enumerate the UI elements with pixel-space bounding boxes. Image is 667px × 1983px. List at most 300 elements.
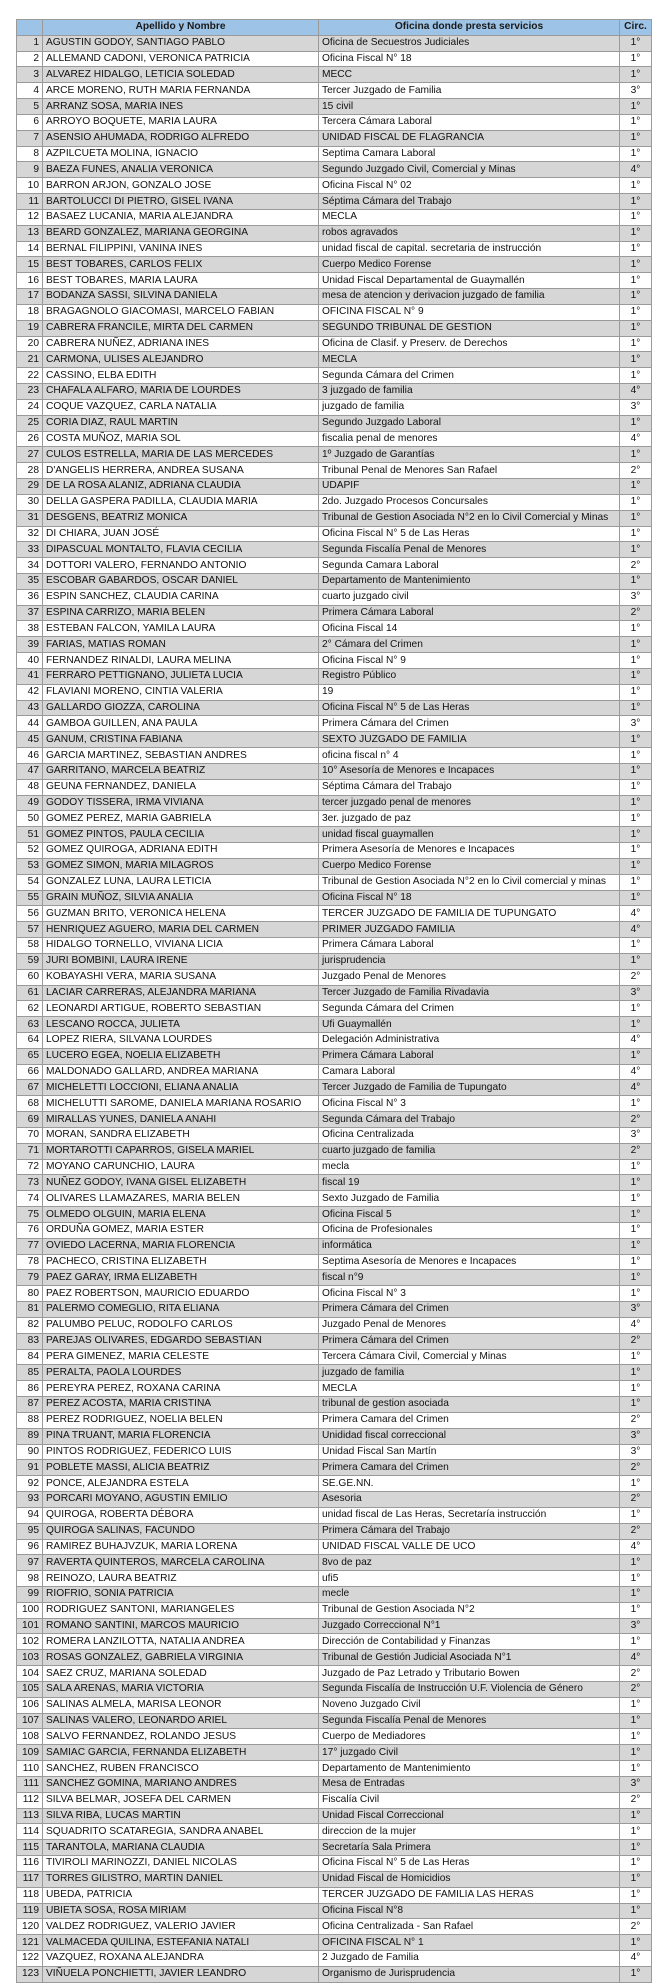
table-row bbox=[17, 510, 652, 526]
row-office: Primera Camara del Crimen bbox=[319, 1412, 620, 1428]
row-name: OVIEDO LACERNA, MARIA FLORENCIA bbox=[43, 1238, 319, 1254]
row-office: 2° Cámara del Crimen bbox=[319, 637, 620, 653]
table-row bbox=[17, 811, 652, 827]
row-office: informática bbox=[319, 1238, 620, 1254]
row-circ: 1° bbox=[620, 1697, 652, 1713]
row-name: GOMEZ PEREZ, MARIA GABRIELA bbox=[43, 811, 319, 827]
table-row bbox=[17, 589, 652, 605]
table-row bbox=[17, 1761, 652, 1777]
row-name: MICHELETTI LOCCIONI, ELIANA ANALIA bbox=[43, 1080, 319, 1096]
table-row bbox=[17, 1919, 652, 1935]
row-number: 22 bbox=[17, 368, 43, 384]
row-office: OFICINA FISCAL N° 9 bbox=[319, 304, 620, 320]
row-circ: 4° bbox=[620, 1317, 652, 1333]
row-name: RAVERTA QUINTEROS, MARCELA CAROLINA bbox=[43, 1555, 319, 1571]
table-row bbox=[17, 748, 652, 764]
row-circ: 4° bbox=[620, 384, 652, 400]
row-name: AGUSTIN GODOY, SANTIAGO PABLO bbox=[43, 35, 319, 51]
row-name: QUIROGA SALINAS, FACUNDO bbox=[43, 1523, 319, 1539]
row-name: POBLETE MASSI, ALICIA BEATRIZ bbox=[43, 1460, 319, 1476]
row-name: BEARD GONZALEZ, MARIANA GEORGINA bbox=[43, 225, 319, 241]
row-name: UBIETA SOSA, ROSA MIRIAM bbox=[43, 1903, 319, 1919]
row-office: Séptima Cámara del Trabajo bbox=[319, 194, 620, 210]
row-number: 70 bbox=[17, 1127, 43, 1143]
row-circ: 3° bbox=[620, 83, 652, 99]
row-office: tercer juzgado penal de menores bbox=[319, 795, 620, 811]
row-number: 38 bbox=[17, 621, 43, 637]
table-row bbox=[17, 985, 652, 1001]
row-name: DELLA GASPERA PADILLA, CLAUDIA MARIA bbox=[43, 494, 319, 510]
row-number: 122 bbox=[17, 1951, 43, 1967]
staff-table bbox=[16, 19, 652, 1983]
row-number: 9 bbox=[17, 162, 43, 178]
row-office: Unidad Fiscal de Homicidios bbox=[319, 1871, 620, 1887]
row-name: FARIAS, MATIAS ROMAN bbox=[43, 637, 319, 653]
table-row bbox=[17, 684, 652, 700]
row-name: HIDALGO TORNELLO, VIVIANA LICIA bbox=[43, 938, 319, 954]
row-number: 46 bbox=[17, 748, 43, 764]
row-circ: 3° bbox=[620, 985, 652, 1001]
row-number: 29 bbox=[17, 479, 43, 495]
row-office: Primera Cámara del Crimen bbox=[319, 1333, 620, 1349]
header-circ: Circ. bbox=[620, 20, 652, 36]
row-office: Oficina de Profesionales bbox=[319, 1222, 620, 1238]
table-row bbox=[17, 1840, 652, 1856]
table-row bbox=[17, 1887, 652, 1903]
table-row bbox=[17, 1856, 652, 1872]
row-name: GRAIN MUÑOZ, SILVIA ANALIA bbox=[43, 890, 319, 906]
row-office: 1º Juzgado de Garantías bbox=[319, 447, 620, 463]
row-circ: 1° bbox=[620, 130, 652, 146]
row-name: PONCE, ALEJANDRA ESTELA bbox=[43, 1476, 319, 1492]
row-name: CASSINO, ELBA EDITH bbox=[43, 368, 319, 384]
row-office: Unidad Fiscal Departamental de Guaymallén bbox=[319, 273, 620, 289]
row-name: GOMEZ SIMON, MARIA MILAGROS bbox=[43, 858, 319, 874]
row-number: 51 bbox=[17, 827, 43, 843]
row-number: 58 bbox=[17, 938, 43, 954]
row-number: 33 bbox=[17, 542, 43, 558]
table-row bbox=[17, 653, 652, 669]
row-office: Primera Cámara Laboral bbox=[319, 938, 620, 954]
staff-table-sheet bbox=[16, 19, 651, 1983]
row-name: GARCIA MARTINEZ, SEBASTIAN ANDRES bbox=[43, 748, 319, 764]
row-name: JURI BOMBINI, LAURA IRENE bbox=[43, 953, 319, 969]
row-office: Segundo Juzgado Civil, Comercial y Minas bbox=[319, 162, 620, 178]
row-circ: 1° bbox=[620, 526, 652, 542]
row-number: 80 bbox=[17, 1286, 43, 1302]
row-office: TERCER JUZGADO DE FAMILIA DE TUPUNGATO bbox=[319, 906, 620, 922]
row-circ: 1° bbox=[620, 1887, 652, 1903]
row-name: TIVIROLI MARINOZZI, DANIEL NICOLAS bbox=[43, 1856, 319, 1872]
table-row bbox=[17, 1428, 652, 1444]
row-circ: 2° bbox=[620, 1681, 652, 1697]
table-row bbox=[17, 732, 652, 748]
row-circ: 3° bbox=[620, 1776, 652, 1792]
row-office: Oficina Centralizada - San Rafael bbox=[319, 1919, 620, 1935]
row-number: 101 bbox=[17, 1618, 43, 1634]
row-office: juzgado de familia bbox=[319, 1365, 620, 1381]
row-number: 69 bbox=[17, 1112, 43, 1128]
row-office: Oficina de Secuestros Judiciales bbox=[319, 35, 620, 51]
row-name: CULOS ESTRELLA, MARIA DE LAS MERCEDES bbox=[43, 447, 319, 463]
table-row bbox=[17, 1333, 652, 1349]
row-office: Septima Asesoría de Menores e Incapaces bbox=[319, 1254, 620, 1270]
row-name: ESPIN SANCHEZ, CLAUDIA CARINA bbox=[43, 589, 319, 605]
row-office: Tribunal de Gestion Asociada N°2 en lo Civil Comercial y Minas bbox=[319, 510, 620, 526]
table-row bbox=[17, 1666, 652, 1682]
row-name: DIPASCUAL MONTALTO, FLAVIA CECILIA bbox=[43, 542, 319, 558]
row-office: MECLA bbox=[319, 209, 620, 225]
table-row bbox=[17, 1254, 652, 1270]
row-number: 47 bbox=[17, 763, 43, 779]
row-number: 2 bbox=[17, 51, 43, 67]
row-number: 62 bbox=[17, 1001, 43, 1017]
row-office: SEGUNDO TRIBUNAL DE GESTION bbox=[319, 320, 620, 336]
row-number: 3 bbox=[17, 67, 43, 83]
row-name: PERA GIMENEZ, MARIA CELESTE bbox=[43, 1349, 319, 1365]
row-name: SAMIAC GARCIA, FERNANDA ELIZABETH bbox=[43, 1745, 319, 1761]
row-circ: 1° bbox=[620, 953, 652, 969]
table-row bbox=[17, 1238, 652, 1254]
table-row bbox=[17, 858, 652, 874]
row-office: Asesoria bbox=[319, 1492, 620, 1508]
row-circ: 1° bbox=[620, 352, 652, 368]
row-office: 2 Juzgado de Familia bbox=[319, 1951, 620, 1967]
row-number: 42 bbox=[17, 684, 43, 700]
row-number: 72 bbox=[17, 1159, 43, 1175]
table-row bbox=[17, 763, 652, 779]
row-number: 94 bbox=[17, 1507, 43, 1523]
row-number: 79 bbox=[17, 1270, 43, 1286]
table-row bbox=[17, 1001, 652, 1017]
row-number: 86 bbox=[17, 1381, 43, 1397]
row-circ: 1° bbox=[620, 146, 652, 162]
row-number: 120 bbox=[17, 1919, 43, 1935]
row-circ: 1° bbox=[620, 304, 652, 320]
table-row bbox=[17, 463, 652, 479]
row-office: 15 civil bbox=[319, 99, 620, 115]
header-office: Oficina donde presta servicios bbox=[319, 20, 620, 36]
row-name: PEREYRA PEREZ, ROXANA CARINA bbox=[43, 1381, 319, 1397]
row-circ: 1° bbox=[620, 1238, 652, 1254]
row-number: 89 bbox=[17, 1428, 43, 1444]
row-office: fiscal 19 bbox=[319, 1175, 620, 1191]
table-row bbox=[17, 1397, 652, 1413]
row-circ: 2° bbox=[620, 1143, 652, 1159]
row-name: ROMERA LANZILOTTA, NATALIA ANDREA bbox=[43, 1634, 319, 1650]
row-circ: 1° bbox=[620, 510, 652, 526]
row-office: Segunda Cámara del Trabajo bbox=[319, 1112, 620, 1128]
row-office: PRIMER JUZGADO FAMILIA bbox=[319, 922, 620, 938]
row-circ: 1° bbox=[620, 51, 652, 67]
row-number: 18 bbox=[17, 304, 43, 320]
row-circ: 1° bbox=[620, 668, 652, 684]
row-number: 112 bbox=[17, 1792, 43, 1808]
row-name: BRAGAGNOLO GIACOMASI, MARCELO FABIAN bbox=[43, 304, 319, 320]
row-office: 8vo de paz bbox=[319, 1555, 620, 1571]
row-circ: 1° bbox=[620, 1713, 652, 1729]
row-circ: 1° bbox=[620, 1935, 652, 1951]
row-circ: 1° bbox=[620, 827, 652, 843]
table-row bbox=[17, 1871, 652, 1887]
row-office: Primera Cámara Laboral bbox=[319, 605, 620, 621]
row-circ: 3° bbox=[620, 589, 652, 605]
row-name: MORAN, SANDRA ELIZABETH bbox=[43, 1127, 319, 1143]
table-row bbox=[17, 1127, 652, 1143]
header-number bbox=[17, 20, 43, 36]
row-number: 34 bbox=[17, 558, 43, 574]
row-number: 68 bbox=[17, 1096, 43, 1112]
table-row bbox=[17, 368, 652, 384]
row-circ: 1° bbox=[620, 1191, 652, 1207]
table-row bbox=[17, 209, 652, 225]
row-office: Tercera Cámara Laboral bbox=[319, 114, 620, 130]
row-name: BARTOLUCCI DI PIETRO, GISEL IVANA bbox=[43, 194, 319, 210]
row-office: Primera Cámara del Crimen bbox=[319, 1302, 620, 1318]
row-number: 115 bbox=[17, 1840, 43, 1856]
row-number: 77 bbox=[17, 1238, 43, 1254]
row-office: Delegación Administrativa bbox=[319, 1033, 620, 1049]
row-circ: 1° bbox=[620, 1966, 652, 1982]
row-circ: 2° bbox=[620, 558, 652, 574]
row-name: DOTTORI VALERO, FERNANDO ANTONIO bbox=[43, 558, 319, 574]
row-circ: 1° bbox=[620, 1808, 652, 1824]
row-office: Juzgado Correccional N°1 bbox=[319, 1618, 620, 1634]
row-name: GAMBOA GUILLEN, ANA PAULA bbox=[43, 716, 319, 732]
row-number: 31 bbox=[17, 510, 43, 526]
row-name: SALINAS ALMELA, MARISA LEONOR bbox=[43, 1697, 319, 1713]
table-row bbox=[17, 447, 652, 463]
table-row bbox=[17, 1175, 652, 1191]
row-circ: 1° bbox=[620, 1840, 652, 1856]
row-number: 93 bbox=[17, 1492, 43, 1508]
row-circ: 2° bbox=[620, 1523, 652, 1539]
table-row bbox=[17, 1824, 652, 1840]
table-row bbox=[17, 1650, 652, 1666]
row-name: LOPEZ RIERA, SILVANA LOURDES bbox=[43, 1033, 319, 1049]
row-office: Oficina Fiscal N°8 bbox=[319, 1903, 620, 1919]
table-row bbox=[17, 384, 652, 400]
row-name: AZPILCUETA MOLINA, IGNACIO bbox=[43, 146, 319, 162]
row-circ: 1° bbox=[620, 1476, 652, 1492]
table-row bbox=[17, 225, 652, 241]
row-number: 102 bbox=[17, 1634, 43, 1650]
row-name: GOMEZ PINTOS, PAULA CECILIA bbox=[43, 827, 319, 843]
table-row bbox=[17, 1792, 652, 1808]
row-office: Segunda Camara Laboral bbox=[319, 558, 620, 574]
table-row bbox=[17, 1302, 652, 1318]
row-number: 48 bbox=[17, 779, 43, 795]
table-row bbox=[17, 1207, 652, 1223]
row-circ: 1° bbox=[620, 938, 652, 954]
table-row bbox=[17, 431, 652, 447]
row-circ: 2° bbox=[620, 1666, 652, 1682]
row-circ: 1° bbox=[620, 858, 652, 874]
row-number: 36 bbox=[17, 589, 43, 605]
row-office: tribunal de gestion asociada bbox=[319, 1397, 620, 1413]
row-office: Séptima Cámara del Trabajo bbox=[319, 779, 620, 795]
row-office: Tercer Juzgado de Familia bbox=[319, 83, 620, 99]
row-number: 84 bbox=[17, 1349, 43, 1365]
row-office: Tribunal de Gestion Asociada N°2 en lo Civil comercial y minas bbox=[319, 874, 620, 890]
row-name: MIRALLAS YUNES, DANIELA ANAHI bbox=[43, 1112, 319, 1128]
table-row bbox=[17, 1713, 652, 1729]
row-circ: 2° bbox=[620, 1333, 652, 1349]
row-number: 23 bbox=[17, 384, 43, 400]
row-circ: 1° bbox=[620, 1048, 652, 1064]
row-name: SALA ARENAS, MARIA VICTORIA bbox=[43, 1681, 319, 1697]
row-office: Tribunal de Gestión Judicial Asociada N°1 bbox=[319, 1650, 620, 1666]
row-name: ARCE MORENO, RUTH MARIA FERNANDA bbox=[43, 83, 319, 99]
row-name: GARRITANO, MARCELA BEATRIZ bbox=[43, 763, 319, 779]
row-office: UNIDAD FISCAL DE FLAGRANCIA bbox=[319, 130, 620, 146]
row-name: BEST TOBARES, MARIA LAURA bbox=[43, 273, 319, 289]
row-circ: 1° bbox=[620, 542, 652, 558]
row-name: PACHECO, CRISTINA ELIZABETH bbox=[43, 1254, 319, 1270]
row-circ: 1° bbox=[620, 1017, 652, 1033]
row-number: 14 bbox=[17, 241, 43, 257]
row-number: 20 bbox=[17, 336, 43, 352]
row-circ: 1° bbox=[620, 1856, 652, 1872]
row-circ: 1° bbox=[620, 1507, 652, 1523]
row-number: 19 bbox=[17, 320, 43, 336]
row-circ: 1° bbox=[620, 336, 652, 352]
row-number: 49 bbox=[17, 795, 43, 811]
row-name: CORIA DIAZ, RAUL MARTIN bbox=[43, 415, 319, 431]
row-office: cuarto juzgado civil bbox=[319, 589, 620, 605]
table-row bbox=[17, 874, 652, 890]
row-number: 92 bbox=[17, 1476, 43, 1492]
row-office: Mesa de Entradas bbox=[319, 1776, 620, 1792]
row-office: Dirección de Contabilidad y Finanzas bbox=[319, 1634, 620, 1650]
table-row bbox=[17, 162, 652, 178]
table-row bbox=[17, 1507, 652, 1523]
table-row bbox=[17, 969, 652, 985]
row-name: GODOY TISSERA, IRMA VIVIANA bbox=[43, 795, 319, 811]
table-row bbox=[17, 716, 652, 732]
row-name: PAEZ ROBERTSON, MAURICIO EDUARDO bbox=[43, 1286, 319, 1302]
row-office: Tercera Cámara Civil, Comercial y Minas bbox=[319, 1349, 620, 1365]
table-row bbox=[17, 1143, 652, 1159]
row-circ: 1° bbox=[620, 621, 652, 637]
row-office: Juzgado Penal de Menores bbox=[319, 969, 620, 985]
table-row bbox=[17, 1729, 652, 1745]
row-office: Cuerpo de Mediadores bbox=[319, 1729, 620, 1745]
table-row bbox=[17, 146, 652, 162]
row-number: 8 bbox=[17, 146, 43, 162]
row-office: Segunda Cámara del Crimen bbox=[319, 368, 620, 384]
row-circ: 1° bbox=[620, 653, 652, 669]
row-name: BAEZA FUNES, ANALIA VERONICA bbox=[43, 162, 319, 178]
row-name: PAEZ GARAY, IRMA ELIZABETH bbox=[43, 1270, 319, 1286]
row-office: Primera Camara del Crimen bbox=[319, 1460, 620, 1476]
table-row bbox=[17, 257, 652, 273]
row-name: BEST TOBARES, CARLOS FELIX bbox=[43, 257, 319, 273]
table-row bbox=[17, 1048, 652, 1064]
table-row bbox=[17, 415, 652, 431]
row-name: TORRES GILISTRO, MARTIN DANIEL bbox=[43, 1871, 319, 1887]
row-circ: 1° bbox=[620, 35, 652, 51]
table-row bbox=[17, 178, 652, 194]
row-office: Segunda Cámara del Crimen bbox=[319, 1001, 620, 1017]
row-circ: 4° bbox=[620, 906, 652, 922]
table-row bbox=[17, 1286, 652, 1302]
table-row bbox=[17, 621, 652, 637]
row-circ: 1° bbox=[620, 273, 652, 289]
row-circ: 1° bbox=[620, 779, 652, 795]
row-circ: 4° bbox=[620, 1951, 652, 1967]
row-office: Tribunal Penal de Menores San Rafael bbox=[319, 463, 620, 479]
row-number: 37 bbox=[17, 605, 43, 621]
row-circ: 3° bbox=[620, 1618, 652, 1634]
row-name: PALERMO COMEGLIO, RITA ELIANA bbox=[43, 1302, 319, 1318]
row-office: Organismo de Jurisprudencia bbox=[319, 1966, 620, 1982]
row-circ: 3° bbox=[620, 1302, 652, 1318]
row-name: ESPINA CARRIZO, MARIA BELEN bbox=[43, 605, 319, 621]
row-name: VALDEZ RODRIGUEZ, VALERIO JAVIER bbox=[43, 1919, 319, 1935]
row-circ: 4° bbox=[620, 1064, 652, 1080]
row-number: 65 bbox=[17, 1048, 43, 1064]
table-row bbox=[17, 1966, 652, 1982]
row-office: Oficina Fiscal N° 5 de Las Heras bbox=[319, 526, 620, 542]
row-circ: 3° bbox=[620, 1428, 652, 1444]
row-number: 11 bbox=[17, 194, 43, 210]
row-number: 32 bbox=[17, 526, 43, 542]
row-name: MICHELUTTI SAROME, DANIELA MARIANA ROSARIO bbox=[43, 1096, 319, 1112]
row-name: SALVO FERNANDEZ, ROLANDO JESUS bbox=[43, 1729, 319, 1745]
row-name: BASAEZ LUCANIA, MARIA ALEJANDRA bbox=[43, 209, 319, 225]
row-number: 96 bbox=[17, 1539, 43, 1555]
row-office: Oficina Fiscal N° 5 de Las Heras bbox=[319, 1856, 620, 1872]
row-number: 27 bbox=[17, 447, 43, 463]
table-row bbox=[17, 573, 652, 589]
row-office: Oficina de Clasif. y Preserv. de Derechos bbox=[319, 336, 620, 352]
row-office: Oficina Fiscal N° 02 bbox=[319, 178, 620, 194]
table-row bbox=[17, 637, 652, 653]
row-name: LUCERO EGEA, NOELIA ELIZABETH bbox=[43, 1048, 319, 1064]
row-circ: 1° bbox=[620, 320, 652, 336]
row-office: Primera Cámara del Trabajo bbox=[319, 1523, 620, 1539]
row-office: 2do. Juzgado Procesos Concursales bbox=[319, 494, 620, 510]
table-row bbox=[17, 1935, 652, 1951]
row-name: PALUMBO PELUC, RODOLFO CARLOS bbox=[43, 1317, 319, 1333]
row-number: 116 bbox=[17, 1856, 43, 1872]
row-number: 53 bbox=[17, 858, 43, 874]
row-number: 57 bbox=[17, 922, 43, 938]
row-office: direccion de la mujer bbox=[319, 1824, 620, 1840]
table-row bbox=[17, 1112, 652, 1128]
row-office: Oficina Fiscal 5 bbox=[319, 1207, 620, 1223]
table-row bbox=[17, 1634, 652, 1650]
row-office: Unidad Fiscal Correccional bbox=[319, 1808, 620, 1824]
table-row bbox=[17, 1745, 652, 1761]
row-name: PEREZ RODRIGUEZ, NOELIA BELEN bbox=[43, 1412, 319, 1428]
row-number: 64 bbox=[17, 1033, 43, 1049]
row-office: 3er. juzgado de paz bbox=[319, 811, 620, 827]
row-circ: 3° bbox=[620, 1444, 652, 1460]
table-row bbox=[17, 827, 652, 843]
table-row bbox=[17, 1064, 652, 1080]
row-number: 118 bbox=[17, 1887, 43, 1903]
row-name: HENRIQUEZ AGUERO, MARIA DEL CARMEN bbox=[43, 922, 319, 938]
row-number: 103 bbox=[17, 1650, 43, 1666]
row-circ: 1° bbox=[620, 1270, 652, 1286]
row-office: Oficina Fiscal N° 3 bbox=[319, 1286, 620, 1302]
row-circ: 2° bbox=[620, 1460, 652, 1476]
row-name: PERALTA, PAOLA LOURDES bbox=[43, 1365, 319, 1381]
row-name: RODRIGUEZ SANTONI, MARIANGELES bbox=[43, 1602, 319, 1618]
row-name: COQUE VAZQUEZ, CARLA NATALIA bbox=[43, 399, 319, 415]
